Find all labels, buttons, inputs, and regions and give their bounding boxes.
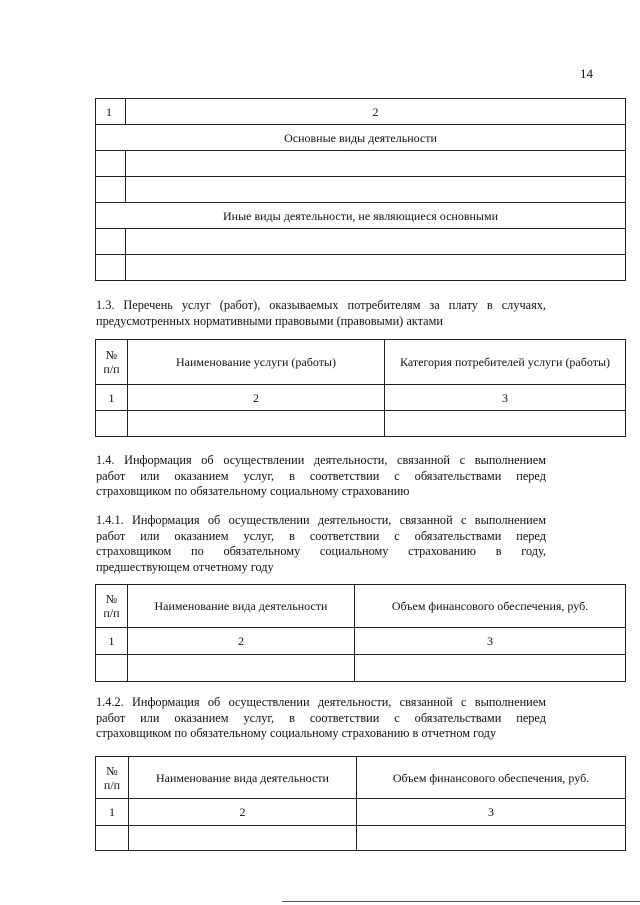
- header-cell-number: [96, 340, 128, 385]
- table-header-row: [96, 99, 626, 125]
- empty-cell: [96, 177, 126, 203]
- section-1-4-2-text: [96, 695, 546, 742]
- text-line: работ или оказанием услуг, в соответствии с обязательствами перед: [96, 528, 546, 543]
- column-number-1: 1: [96, 628, 128, 655]
- text-line: работ или оказанием услуг, в соответствии с обязательствами перед: [96, 710, 546, 725]
- header-cell-funding-amount: Объем финансового обеспечения, руб.: [355, 585, 626, 628]
- empty-cell: [96, 151, 126, 177]
- text-line: предусмотренных нормативными правовыми (правовыми) актами: [96, 313, 443, 328]
- text-line: 1.4.1. Информация об осуществлении деятельности, связанной с выполнением: [96, 513, 546, 527]
- empty-cell: [126, 255, 626, 281]
- header-number-sign: №: [105, 592, 118, 606]
- header-cell-col1: 1: [96, 99, 126, 125]
- column-number-2: 2: [128, 628, 355, 655]
- empty-cell: [96, 655, 128, 682]
- table-header-row: [96, 757, 626, 799]
- section-1-3-text: [96, 298, 546, 329]
- empty-cell: [128, 655, 355, 682]
- table-row: [96, 255, 626, 281]
- text-line: страховщиком по обязательному социальному страхованию: [96, 484, 410, 498]
- empty-cell: [129, 826, 357, 851]
- header-cell-col2: 2: [126, 99, 626, 125]
- header-number-sign: №: [105, 348, 118, 362]
- text-line: страховщиком по обязательному социальному страхованию в году,: [96, 544, 546, 558]
- table-row: [96, 826, 626, 851]
- column-number-3: 3: [385, 385, 626, 411]
- empty-cell: [96, 229, 126, 255]
- text-line: страховщиком по обязательному социальному страхованию в отчетном году: [96, 726, 497, 740]
- table-header-row: [96, 585, 626, 628]
- header-number-pp: п/п: [103, 606, 120, 620]
- column-number-2: 2: [129, 799, 357, 826]
- empty-cell: [128, 411, 385, 437]
- column-number-1: 1: [96, 799, 129, 826]
- table-row: [96, 655, 626, 682]
- column-number-3: 3: [355, 628, 626, 655]
- header-number-sign: №: [106, 763, 118, 778]
- section-title-other-activities: Иные виды деятельности, не являющиеся основными: [96, 203, 626, 229]
- section-1-4-text: [96, 453, 546, 500]
- empty-cell: [126, 229, 626, 255]
- text-line: 1.4. Информация об осуществлении деятельности, связанной с выполнением: [96, 453, 546, 467]
- header-cell-activity-name: Наименование вида деятельности: [129, 757, 357, 799]
- header-cell-number: [96, 757, 129, 799]
- text-line: 1.4.2. Информация об осуществлении деятельности, связанной с выполнением: [96, 695, 546, 709]
- empty-cell: [96, 411, 128, 437]
- table-row: [96, 151, 626, 177]
- column-number-1: 1: [96, 385, 128, 411]
- empty-cell: [96, 255, 126, 281]
- header-cell-activity-name: Наименование вида деятельности: [128, 585, 355, 628]
- prior-year-activities-table: [95, 584, 626, 682]
- section-title-main-activities: Основные виды деятельности: [96, 125, 626, 151]
- header-cell-service-name: Наименование услуги (работы): [128, 340, 385, 385]
- column-number-row: [96, 628, 626, 655]
- empty-cell: [357, 826, 626, 851]
- column-number-3: 3: [357, 799, 626, 826]
- column-number-2: 2: [128, 385, 385, 411]
- empty-cell: [355, 655, 626, 682]
- section-1-4-1-text: [96, 513, 546, 575]
- bottom-divider: [282, 901, 640, 902]
- header-number-pp: п/п: [103, 362, 120, 376]
- table-row: [96, 229, 626, 255]
- column-number-row: [96, 385, 626, 411]
- empty-cell: [385, 411, 626, 437]
- text-line: 1.3. Перечень услуг (работ), оказываемых потребителям за плату в случаях,: [96, 298, 546, 312]
- header-number-pp: п/п: [103, 777, 121, 792]
- text-line: предшествующем отчетному году: [96, 559, 274, 574]
- empty-cell: [126, 151, 626, 177]
- activities-table: [95, 98, 626, 281]
- header-cell-consumer-category: Категория потребителей услуги (работы): [385, 340, 626, 385]
- column-number-row: [96, 799, 626, 826]
- empty-cell: [96, 826, 129, 851]
- reporting-year-activities-table: [95, 756, 626, 851]
- empty-cell: [126, 177, 626, 203]
- section-row-main: [96, 125, 626, 151]
- table-row: [96, 177, 626, 203]
- header-cell-funding-amount: Объем финансового обеспечения, руб.: [357, 757, 626, 799]
- paid-services-table: [95, 339, 626, 437]
- page-number: 14: [580, 66, 593, 81]
- header-cell-number: [96, 585, 128, 628]
- section-row-other: [96, 203, 626, 229]
- table-row: [96, 411, 626, 437]
- table-header-row: [96, 340, 626, 385]
- text-line: работ или оказанием услуг, в соответствии с обязательствами перед: [96, 468, 546, 483]
